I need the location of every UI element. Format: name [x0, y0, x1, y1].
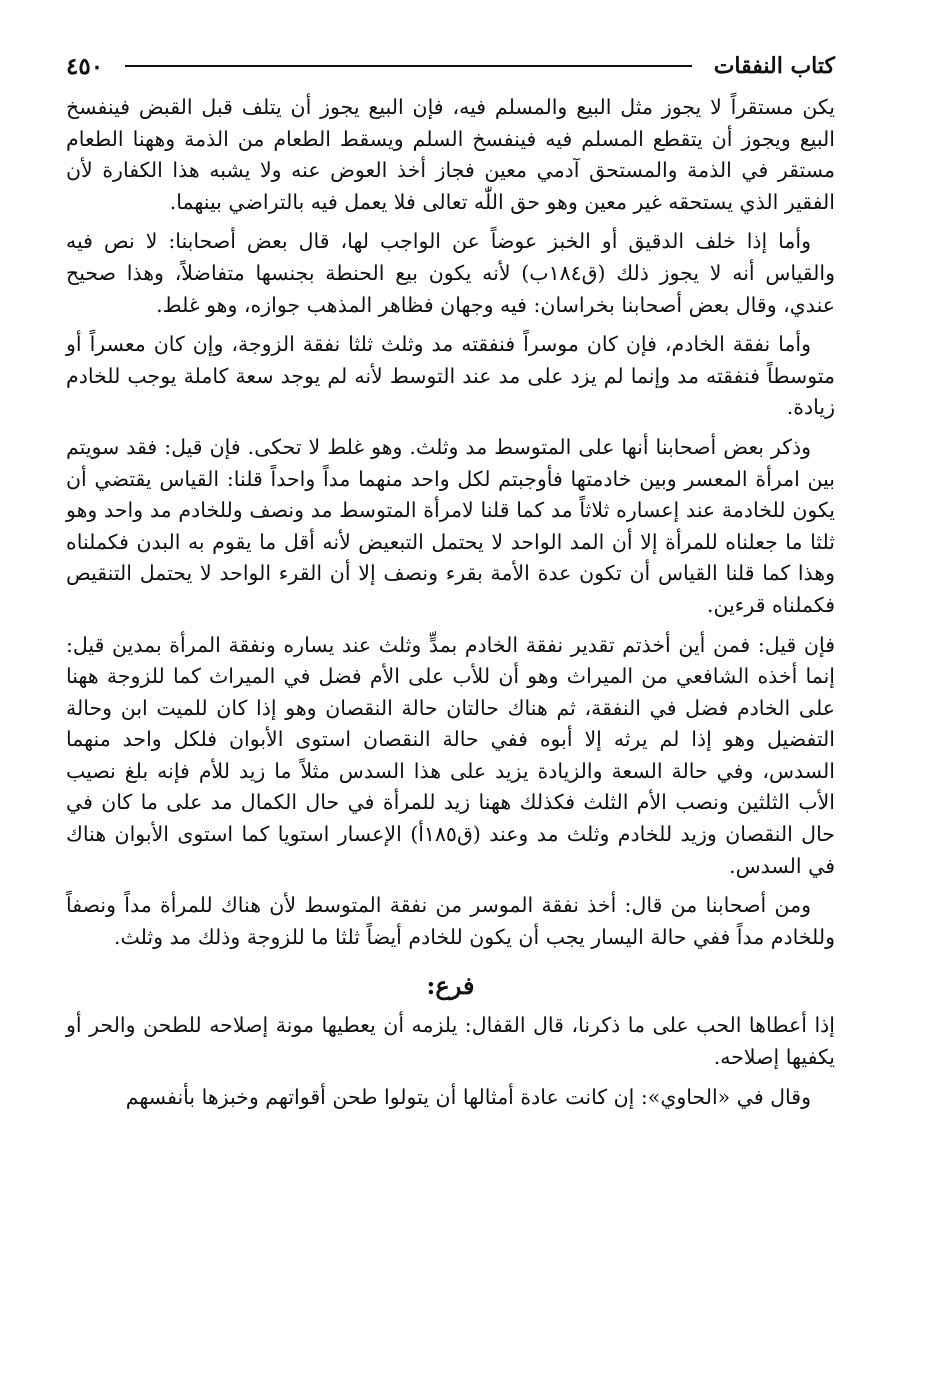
section-heading: فرع: — [426, 971, 475, 1001]
paragraph: يكن مستقراً لا يجوز مثل البيع والمسلم فيه، فإن البيع يجوز أن يتلف قبل القبض فينفسخ البيع ويجوز أن يتقطع المسلم فيه فينفسخ السلم ويسقط الطعام من الذمة وههنا الطعام مستقر في الذمة والمستحق آدمي معين فجاز أخذ العوض عنه ولا يشبه هذا الكفارة لأن الفقير الذي يستحقه غير معين وهو حق اللّٰه تعالى فلا يعمل فيه بالتراضي بينهما. — [66, 95, 835, 214]
document-page — [66, 44, 835, 1355]
page-header — [66, 44, 835, 88]
page-number: ٤٥٠ — [66, 52, 104, 80]
page-body — [66, 92, 835, 1113]
paragraph: ومن أصحابنا من قال: أخذ نفقة الموسر من نفقة المتوسط لأن هناك للمرأة مداً ونصفاً وللخادم مداً ففي حالة اليسار يجب أن يكون للخادم أيضاً ثلثا ما للزوجة وذلك مد وثلث. — [66, 893, 835, 949]
book-title: كتاب النفقات — [713, 53, 835, 79]
paragraph: إذا أعطاها الحب على ما ذكرنا، قال القفال: يلزمه أن يعطيها مونة إصلاحه للطحن والحر أو يكفيها إصلاحه. — [66, 1013, 835, 1070]
paragraph: وقال في «الحاوي»: إن كانت عادة أمثالها أن يتولوا طحن أقواتهم وخبزها بأنفسهم — [125, 1084, 811, 1109]
paragraph: وأما إذا خلف الدقيق أو الخبز عوضاً عن الواجب لها، قال بعض أصحابنا: لا نص فيه والقياس أنه لا يجوز ذلك (ق١٨٤ب) لأنه يكون بيع الحنطة بجنسها متفاضلاً، وهذا صحيح عندي، وقال بعض أصحابنا بخراسان: فيه وجهان فظاهر المذهب جوازه، وهو غلط. — [66, 229, 836, 317]
paragraph: وأما نفقة الخادم، فإن كان موسراً فنفقته مد وثلث ثلثا نفقة الزوجة، وإن كان معسراً أو متوسطاً فنفقته مد وإنما لم يزد على مد عند التوسط لأنه لم يوجد سعة كاملة يوجب للخادم زيادة. — [66, 332, 835, 420]
header-divider — [125, 65, 692, 67]
paragraph: فإن قيل: فمن أين أخذتم تقدير نفقة الخادم بمدٍّ وثلث عند يساره ونفقة المرأة بمدين قيل: إنما أخذه الشافعي من الميراث وهو أن للأب على الأم فضل في الميراث كما للزوجة ههنا على الخادم فضل في النفقة، ثم هناك حالتان حالة النقصان وهو إذا كان للميت ابن وحالة التفضيل وهو إذا لم يرثه إلا أبوه ففي حالة النقصان استوى الأبوان فلكل واحد منهما السدس، وفي حالة السعة والزيادة يزيد على هذا السدس مثلاً ما زيد للأم فإنه بلغ نصيب الأب الثلثين ونصب الأم الثلث فكذلك ههنا زيد للمرأة في حال الكمال مد على ما كان في حال النقصان وزيد للخادم وثلث مد وعند (ق١٨٥أ) الإعسار استويا كما استوى الأبوان هناك في السدس. — [66, 632, 835, 878]
paragraph: وذكر بعض أصحابنا أنها على المتوسط مد وثلث. وهو غلط لا تحكى. فإن قيل: فقد سويتم بين امرأة المعسر وبين خادمتها فأوجبتم لكل واحد منهما مداً واحداً قلنا: القياس يقتضي أن يكون للخادمة عند إعساره ثلاثاً مد كما قلنا لامرأة المتوسط مد ونصف وللخادم مد واحد وهو ثلثا ما جعلناه للمرأة إلا أن المد الواحد لا يحتمل التبعيض لأنه أقل ما يقوم به البدن فكملناه وهذا كما قلنا القياس أن تكون عدة الأمة بقرء ونصف إلا أن القرء الواحد لا يحتمل التنقيص فكملناه قرءين. — [66, 434, 835, 617]
